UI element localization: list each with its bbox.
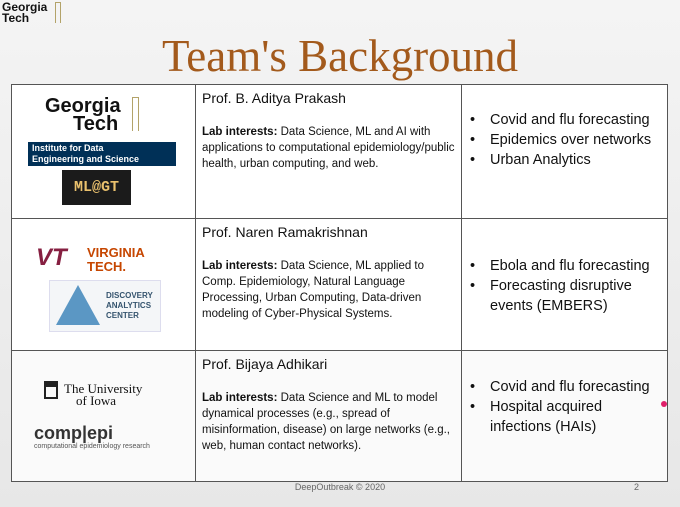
list-item: • Urban Analytics — [490, 150, 667, 170]
lab-interests-label: Lab interests: — [202, 260, 278, 272]
list-item: • Epidemics over networks — [490, 130, 667, 150]
lab-interests — [202, 390, 455, 454]
compepi-logo: comp|epi — [34, 423, 114, 443]
tower-icon — [132, 97, 139, 131]
dac-logo-line1: DISCOVERY — [106, 291, 153, 300]
topics-cell — [462, 219, 668, 351]
info-cell — [196, 351, 462, 482]
list-item: • Covid and flu forecasting — [490, 110, 667, 130]
dac-logo-line2: ANALYTICS — [106, 301, 152, 310]
compepi-subtitle: computational epidemiology research — [34, 443, 150, 450]
list-item: • Forecasting disruptive events (EMBERS) — [490, 276, 667, 316]
lab-interests-text: Data Science, ML and AI with applications to computational epidemiology/public health, urban computing, and web. — [202, 126, 455, 170]
table-row — [12, 351, 668, 482]
professor-name: Prof. Bijaya Adhikari — [202, 356, 328, 372]
idea-logo-line2: Engineering and Science — [32, 154, 140, 164]
table-row — [12, 219, 668, 351]
professor-name: Prof. B. Aditya Prakash — [202, 90, 346, 106]
logos-cell — [12, 85, 196, 219]
vt-logo-line2: TECH. — [87, 259, 126, 274]
slide-footer: DeepOutbreak © 2020 — [294, 482, 386, 492]
gt-logo-line1: Georgia — [45, 95, 121, 117]
professor-name: Prof. Naren Ramakrishnan — [202, 224, 368, 240]
list-item: • Covid and flu forecasting — [490, 377, 667, 397]
iowa-logo-line1: The University — [64, 381, 143, 396]
slide-title: Team's Background — [161, 31, 519, 81]
discovery-analytics-center-logo — [49, 280, 161, 332]
lab-interests-label: Lab interests: — [202, 392, 278, 404]
idea-logo — [28, 142, 176, 166]
logos-cell — [12, 351, 196, 482]
tower-icon — [55, 2, 61, 23]
corner-logo-line2: Tech — [2, 11, 30, 25]
topics-cell — [462, 351, 668, 482]
lab-interests — [202, 258, 455, 322]
list-item: • Ebola and flu forecasting — [490, 256, 667, 276]
lab-interests-text: Data Science, ML applied to Comp. Epidemiology, Natural Language Processing, Urban Computing, Data-driven modeling of Cyber-Physical Systems. — [202, 260, 425, 320]
laser-pointer-icon — [661, 401, 667, 407]
gt-logo-line2: Tech — [73, 113, 119, 135]
iowa-logo-line2: of Iowa — [76, 393, 117, 408]
corner-logo-line1: Georgia — [2, 0, 48, 14]
georgia-tech-corner-logo — [2, 2, 47, 24]
university-of-iowa-logo — [64, 383, 142, 407]
georgia-tech-logo — [45, 97, 121, 133]
topics-list — [462, 110, 667, 170]
lab-interests — [202, 124, 455, 172]
list-item: • Hospital acquired infections (HAIs) — [490, 397, 667, 437]
lab-interests-label: Lab interests: — [202, 126, 278, 138]
info-cell — [196, 219, 462, 351]
topics-list — [462, 377, 667, 437]
dac-logo-text — [106, 291, 153, 321]
virginia-tech-logo — [87, 246, 145, 274]
dac-logo-line3: CENTER — [106, 311, 139, 320]
ml-gt-logo: ML@GT — [62, 170, 131, 205]
vt-logo-line1: VIRGINIA — [87, 245, 145, 260]
topics-cell — [462, 85, 668, 219]
page-number: 2 — [634, 482, 640, 492]
team-table — [11, 84, 668, 482]
logos-cell — [12, 219, 196, 351]
prism-icon — [56, 285, 100, 325]
table-row — [12, 85, 668, 219]
vt-logo-mark: VT — [36, 244, 67, 271]
lab-interests-text: Data Science and ML to model dynamical processes (e.g., spread of misinformation, disease) on large networks (e.g., web, human contact networks). — [202, 392, 450, 452]
old-capitol-icon — [44, 381, 58, 399]
idea-logo-line1: Institute for Data — [32, 143, 104, 153]
info-cell — [196, 85, 462, 219]
topics-list — [462, 256, 667, 316]
